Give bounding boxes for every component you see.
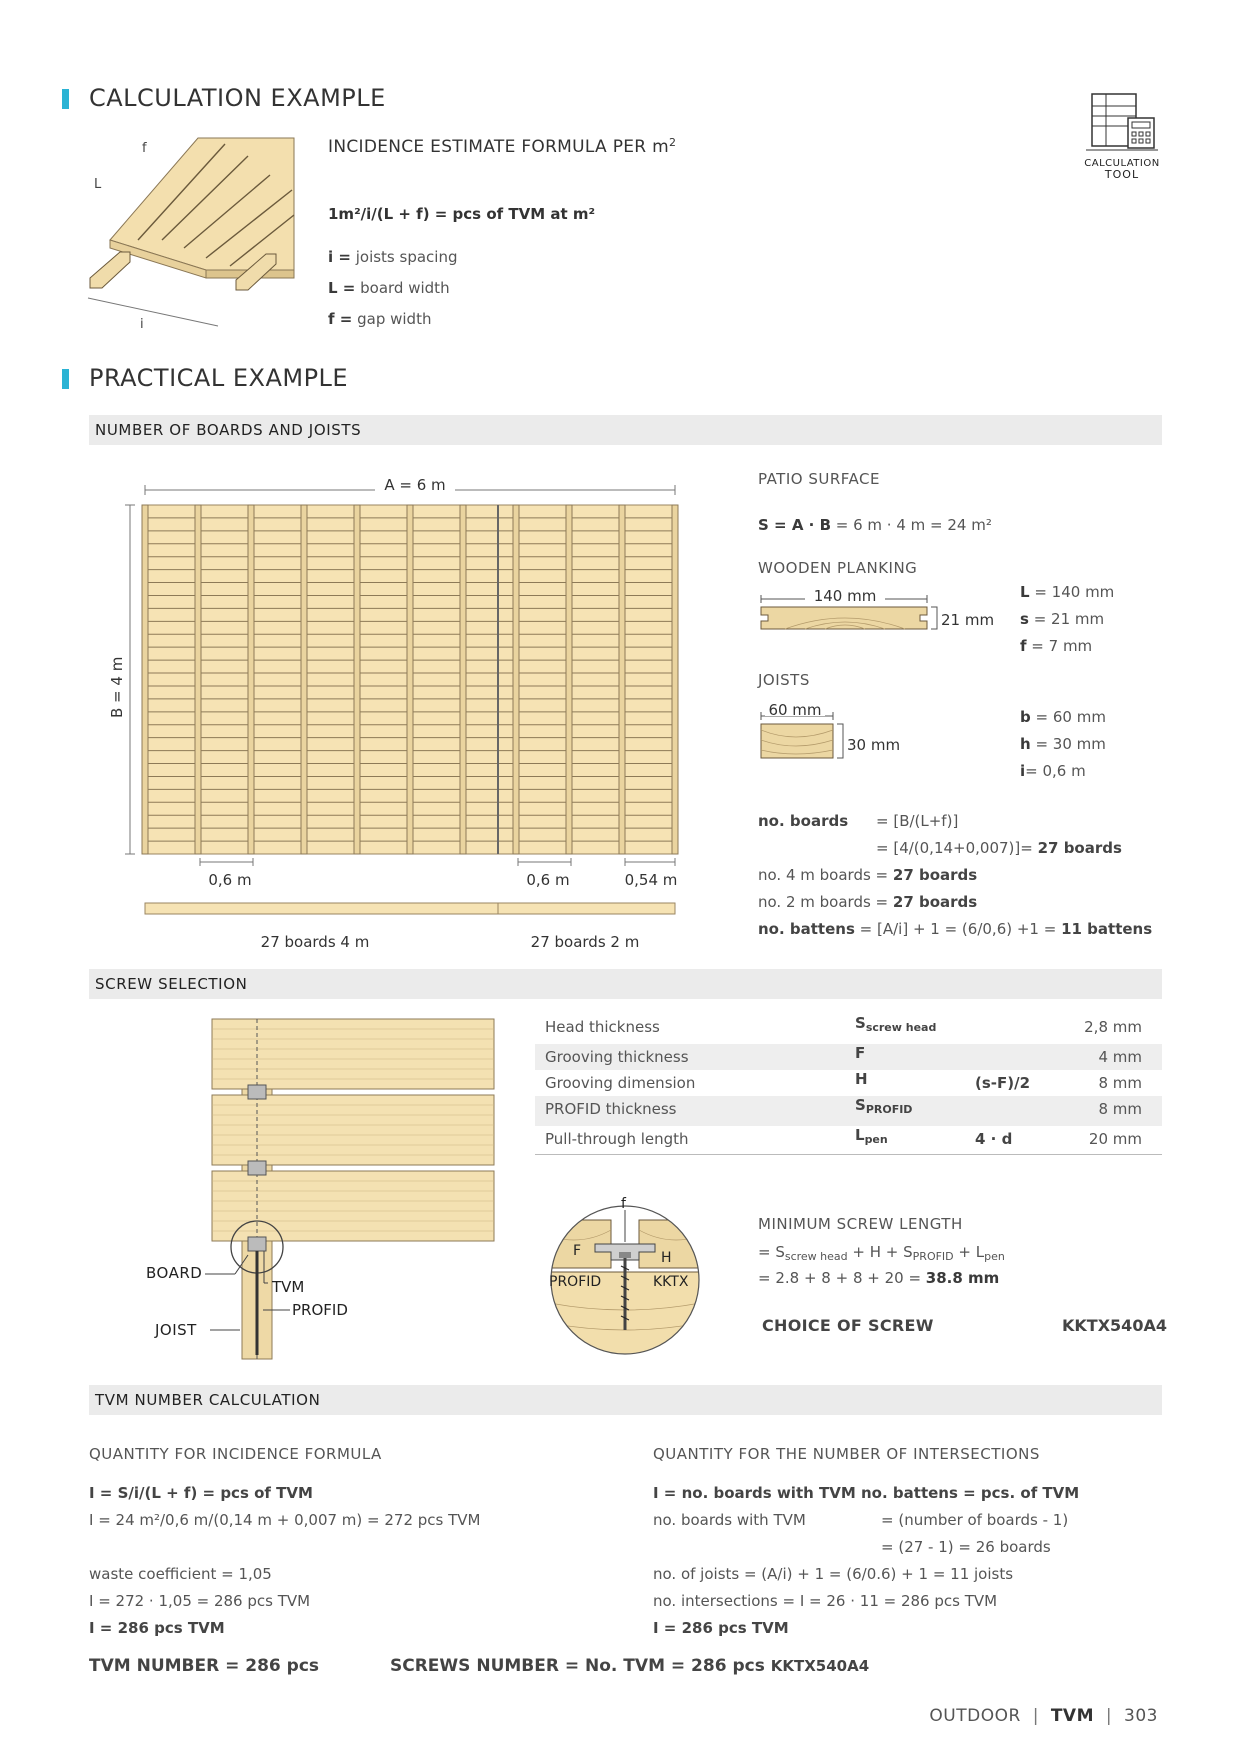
no-boards-row: no. boards = [B/(L+f)] xyxy=(758,812,959,830)
total-tvm: TVM NUMBER = 286 pcs xyxy=(89,1656,320,1676)
joist xyxy=(248,505,254,854)
def-row xyxy=(328,279,457,310)
dim-054: 0,54 m xyxy=(624,871,678,889)
tvm-right-l6: I = 286 pcs TVM xyxy=(653,1619,789,1637)
screw-param-symbol: $S_{screw head}$ xyxy=(855,1014,937,1034)
formula-title-text: INCIDENCE ESTIMATE FORMULA PER m xyxy=(328,137,669,157)
def-sym: L = xyxy=(328,279,356,297)
tvm-left-l2: I = 24 m²/0,6 m/(0,14 m + 0,007 m) = 272 pcs TVM xyxy=(89,1511,481,1529)
surface-rhs: = 6 m · 4 m = 24 m² xyxy=(831,516,992,534)
detail-kktx: KKTX xyxy=(653,1274,689,1290)
page-footer: OUTDOOR | TVM | 303 xyxy=(929,1706,1158,1726)
tvm-left-l1: I = S/i/(L + f) = pcs of TVM xyxy=(89,1484,313,1502)
no-2m-row: no. 2 m boards = 27 boards xyxy=(758,893,978,911)
screw-param-value: 20 mm xyxy=(1088,1130,1142,1148)
tvm-left-l5: I = 286 pcs TVM xyxy=(89,1619,225,1637)
dim-06-right: 0,6 m xyxy=(526,871,570,889)
joist xyxy=(195,505,201,854)
band-label: TVM NUMBER CALCULATION xyxy=(95,1391,321,1409)
joist xyxy=(460,505,466,854)
plank-value-row: f = 7 mm xyxy=(1020,637,1093,655)
screw-param-symbol: $S_{PROFID}$ xyxy=(855,1096,913,1116)
joist xyxy=(142,505,148,854)
plank-values xyxy=(1020,583,1114,664)
boards-calc xyxy=(758,808,1152,943)
footer-product: TVM xyxy=(1050,1706,1094,1726)
screw-table-row xyxy=(535,1096,1162,1126)
screw-table-row xyxy=(535,1070,1162,1096)
formula-main: 1m²/i/(L + f) = pcs of TVM at m² xyxy=(328,205,596,223)
boards-4m-label: 27 boards 4 m xyxy=(260,933,370,951)
screw-param-symbol: F xyxy=(855,1044,866,1062)
joist xyxy=(407,505,413,854)
plank-value-row: s = 21 mm xyxy=(1020,610,1105,628)
screw-param-name: Grooving thickness xyxy=(545,1048,689,1066)
choice-value: KKTX540A4 xyxy=(1062,1316,1167,1335)
joist-height: 30 mm xyxy=(847,736,901,754)
plank-value-row: L = 140 mm xyxy=(1020,583,1115,601)
joists-title: JOISTS xyxy=(758,671,810,689)
screw-param-value: 8 mm xyxy=(1098,1074,1142,1092)
joist xyxy=(354,505,360,854)
screw-param-symbol: H xyxy=(855,1070,868,1088)
screw-param-name: Head thickness xyxy=(545,1018,660,1036)
dim-06-left: 0,6 m xyxy=(208,871,252,889)
formula-title-sup: 2 xyxy=(668,136,677,149)
dim-B: B = 4 m xyxy=(108,656,126,718)
joist xyxy=(619,505,625,854)
min-screw-title: MINIMUM SCREW LENGTH xyxy=(758,1215,963,1233)
screw-param-value: 2,8 mm xyxy=(1084,1018,1142,1036)
joist-value-row: b = 60 mm xyxy=(1020,708,1106,726)
section-marker xyxy=(62,89,69,109)
surface-formula xyxy=(758,516,992,534)
label-L: L xyxy=(94,177,102,192)
no-boards-row2: = [4/(0,14+0,007)]= 27 boards xyxy=(876,839,1122,857)
total-screws-code: KKTX540A4 xyxy=(770,1657,870,1675)
screw-param-formula: (s-F)/2 xyxy=(975,1074,1031,1092)
plank-width: 140 mm xyxy=(813,587,877,605)
tvm-left-l4: I = 272 · 1,05 = 286 pcs TVM xyxy=(89,1592,311,1610)
band-label: SCREW SELECTION xyxy=(95,975,248,993)
label-i: i xyxy=(140,317,144,330)
joist xyxy=(513,505,519,854)
def-text: board width xyxy=(360,279,450,297)
tvm-right-l1: I = no. boards with TVM no. battens = pcs. of TVM xyxy=(653,1484,1080,1502)
screw-detail xyxy=(535,1190,715,1360)
no-4m-row: no. 4 m boards = 27 boards xyxy=(758,866,978,884)
joist-width: 60 mm xyxy=(768,701,822,719)
screw-section-figure xyxy=(140,1015,500,1360)
screw-param-value: 8 mm xyxy=(1098,1100,1142,1118)
label-f: f xyxy=(142,141,147,156)
tvm-left-column xyxy=(89,1441,480,1642)
label-profid: PROFID xyxy=(292,1301,348,1319)
label-joist: JOIST xyxy=(155,1321,197,1339)
tvm-left-l3: waste coefficient = 1,05 xyxy=(89,1565,272,1583)
deck-figure xyxy=(80,130,300,330)
screw-table-row xyxy=(535,1012,1162,1044)
tvm-left-title: QUANTITY FOR INCIDENCE FORMULA xyxy=(89,1445,382,1463)
def-row xyxy=(328,248,457,279)
calculation-tool[interactable] xyxy=(1082,88,1162,183)
tvm-right-l4: no. of joists = (A/i) + 1 = (6/0.6) + 1 = 11 joists xyxy=(653,1565,1014,1583)
screw-param-formula: 4 · d xyxy=(975,1130,1013,1148)
tvm-right-column xyxy=(653,1441,1079,1642)
dim-A: A = 6 m xyxy=(384,476,446,494)
total-screws xyxy=(390,1656,869,1676)
footer-section: OUTDOOR xyxy=(929,1706,1021,1726)
joist xyxy=(301,505,307,854)
band-tvm-calc xyxy=(89,1385,1162,1415)
tool-label-1: CALCULATION xyxy=(1084,158,1160,169)
screw-table-row xyxy=(535,1044,1162,1070)
tvm-right-l5: no. intersections = I = 26 · 11 = 286 pcs TVM xyxy=(653,1592,998,1610)
joist-values xyxy=(1020,708,1106,789)
def-row xyxy=(328,310,457,341)
def-text: gap width xyxy=(357,310,432,328)
screw-param-name: Pull-through length xyxy=(545,1130,689,1148)
boards-plan xyxy=(95,460,695,960)
detail-profid: PROFID xyxy=(549,1274,602,1290)
tvm-right-title: QUANTITY FOR THE NUMBER OF INTERSECTIONS xyxy=(653,1445,1040,1463)
formula-title xyxy=(328,136,676,157)
section-marker xyxy=(62,369,69,389)
joist-value-row: h = 30 mm xyxy=(1020,735,1106,753)
joist xyxy=(672,505,678,854)
def-sym: i = xyxy=(328,248,351,266)
plank-section xyxy=(755,585,1005,645)
min-screw-eq1: = $S_{screw head} + H + S_{PROFID} + L_{pen}$ xyxy=(758,1243,1005,1263)
plank-thick: 21 mm xyxy=(941,611,995,629)
detail-F: F xyxy=(573,1243,582,1259)
joist-section xyxy=(755,700,935,770)
tvm-right-l2: no. boards with TVM = (number of boards - 1) xyxy=(653,1511,1069,1529)
def-sym: f = xyxy=(328,310,353,328)
joist xyxy=(566,505,572,854)
joist-value-row: i= 0,6 m xyxy=(1020,762,1086,780)
def-text: joists spacing xyxy=(355,248,458,266)
screw-param-value: 4 mm xyxy=(1098,1048,1142,1066)
boards-2m-label: 27 boards 2 m xyxy=(530,933,640,951)
detail-f: f xyxy=(621,1196,626,1212)
tvm-right-l3: = (27 - 1) = 26 boards xyxy=(881,1538,1051,1556)
practical-title: PRACTICAL EXAMPLE xyxy=(89,364,349,392)
calculator-icon xyxy=(1082,88,1162,154)
battens-row: no. battens = [A/i] + 1 = (6/0,6) +1 = 11 battens xyxy=(758,920,1153,938)
screw-param-name: Grooving dimension xyxy=(545,1074,696,1092)
screw-table xyxy=(535,1012,1162,1155)
formula-defs xyxy=(328,248,457,341)
min-screw-eq2: = 2.8 + 8 + 8 + 20 = 38.8 mm xyxy=(758,1269,1000,1287)
band-label: NUMBER OF BOARDS AND JOISTS xyxy=(95,421,362,439)
label-tvm: TVM xyxy=(272,1278,305,1296)
band-boards-joists xyxy=(89,415,1162,445)
screw-param-symbol: $L_{pen}$ xyxy=(855,1126,888,1146)
surface-lhs: S = A · B xyxy=(758,516,832,534)
patio-surface-title: PATIO SURFACE xyxy=(758,470,880,488)
tool-label-2: TOOL xyxy=(1104,168,1140,181)
wooden-planking-title: WOODEN PLANKING xyxy=(758,559,918,577)
label-board: BOARD xyxy=(146,1264,203,1282)
calc-title: CALCULATION EXAMPLE xyxy=(89,84,386,112)
detail-H: H xyxy=(661,1250,672,1266)
screw-param-name: PROFID thickness xyxy=(545,1100,677,1118)
total-screws-text: SCREWS NUMBER = No. TVM = 286 pcs xyxy=(390,1656,771,1676)
band-screw-selection xyxy=(89,969,1162,999)
screw-table-row xyxy=(535,1126,1162,1152)
footer-page: 303 xyxy=(1124,1706,1158,1726)
choice-label: CHOICE OF SCREW xyxy=(762,1316,934,1335)
